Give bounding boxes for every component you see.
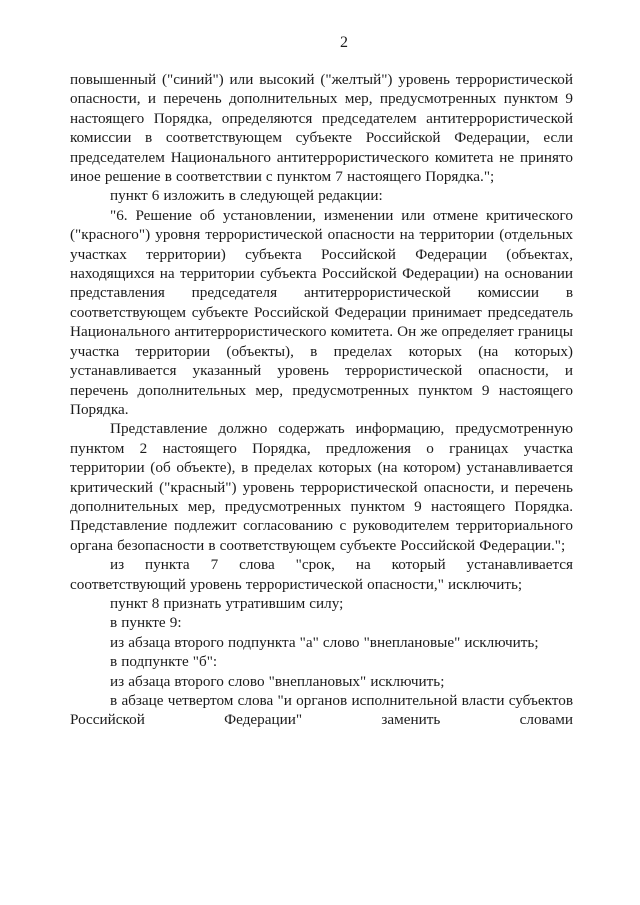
body-paragraph: в абзаце четвертом слова "и органов исполнительной власти субъектов Российской Федерации" заменить словами bbox=[70, 692, 573, 729]
body-paragraph: в подпункте "б": bbox=[110, 653, 218, 671]
body-paragraph: из абзаца второго подпункта "а" слово "внеплановые" исключить; bbox=[110, 633, 539, 651]
body-paragraph: из пункта 7 слова "срок, на который устанавливается соответствующий уровень террористической опасности," исключить; bbox=[70, 556, 573, 593]
body-paragraph: пункт 6 изложить в следующей редакции: bbox=[110, 187, 383, 205]
body-paragraph: повышенный ("синий") или высокий ("желтый") уровень террористической опасности, и перечень дополнительных мер, предусмотренных пунктом 9 настоящего Порядка, определяются председателем антитеррористической комиссии в соответствующем субъекте Российской Федерации, если председателем Национального антитеррористического комитета не принято иное решение в соответствии с пунктом 7 настоящего Порядка."; bbox=[70, 71, 573, 186]
body-paragraph: в пункте 9: bbox=[110, 614, 182, 632]
body-paragraph: пункт 8 признать утратившим силу; bbox=[110, 594, 344, 612]
body-paragraph: "6. Решение об установлении, изменении или отмене критического ("красного") уровня террористической опасности на территории (отдельных участках территории) субъекта Российской Федерации (объектах, находящихся на территории субъекта Российской Федерации) на основании представления председателя антитеррористической комиссии в соответствующем субъекте Российской Федерации принимает председатель Национального антитеррористического комитета. Он же определяет границы участка территории (объекты), в пределах которых (на которых) устанавливается указанный уровень террористической опасности, и перечень дополнительных мер, предусмотренных пунктом 9 настоящего Порядка. bbox=[70, 206, 573, 418]
body-paragraph: Представление должно содержать информацию, предусмотренную пунктом 2 настоящего Порядка, предложения о границах участка территории (об объекте), в пределах которых (на котором) устанавливается критический ("красный") уровень террористической опасности, и перечень дополнительных мер, предусмотренных пунктом 9 настоящего Порядка. Представление подлежит согласованию с руководителем территориального органа безопасности в соответствующем субъекте Российской Федерации."; bbox=[70, 420, 573, 554]
page-number: 2 bbox=[340, 34, 348, 51]
body-paragraph: из абзаца второго слово "внеплановых" исключить; bbox=[110, 672, 445, 690]
document-body bbox=[70, 70, 573, 730]
